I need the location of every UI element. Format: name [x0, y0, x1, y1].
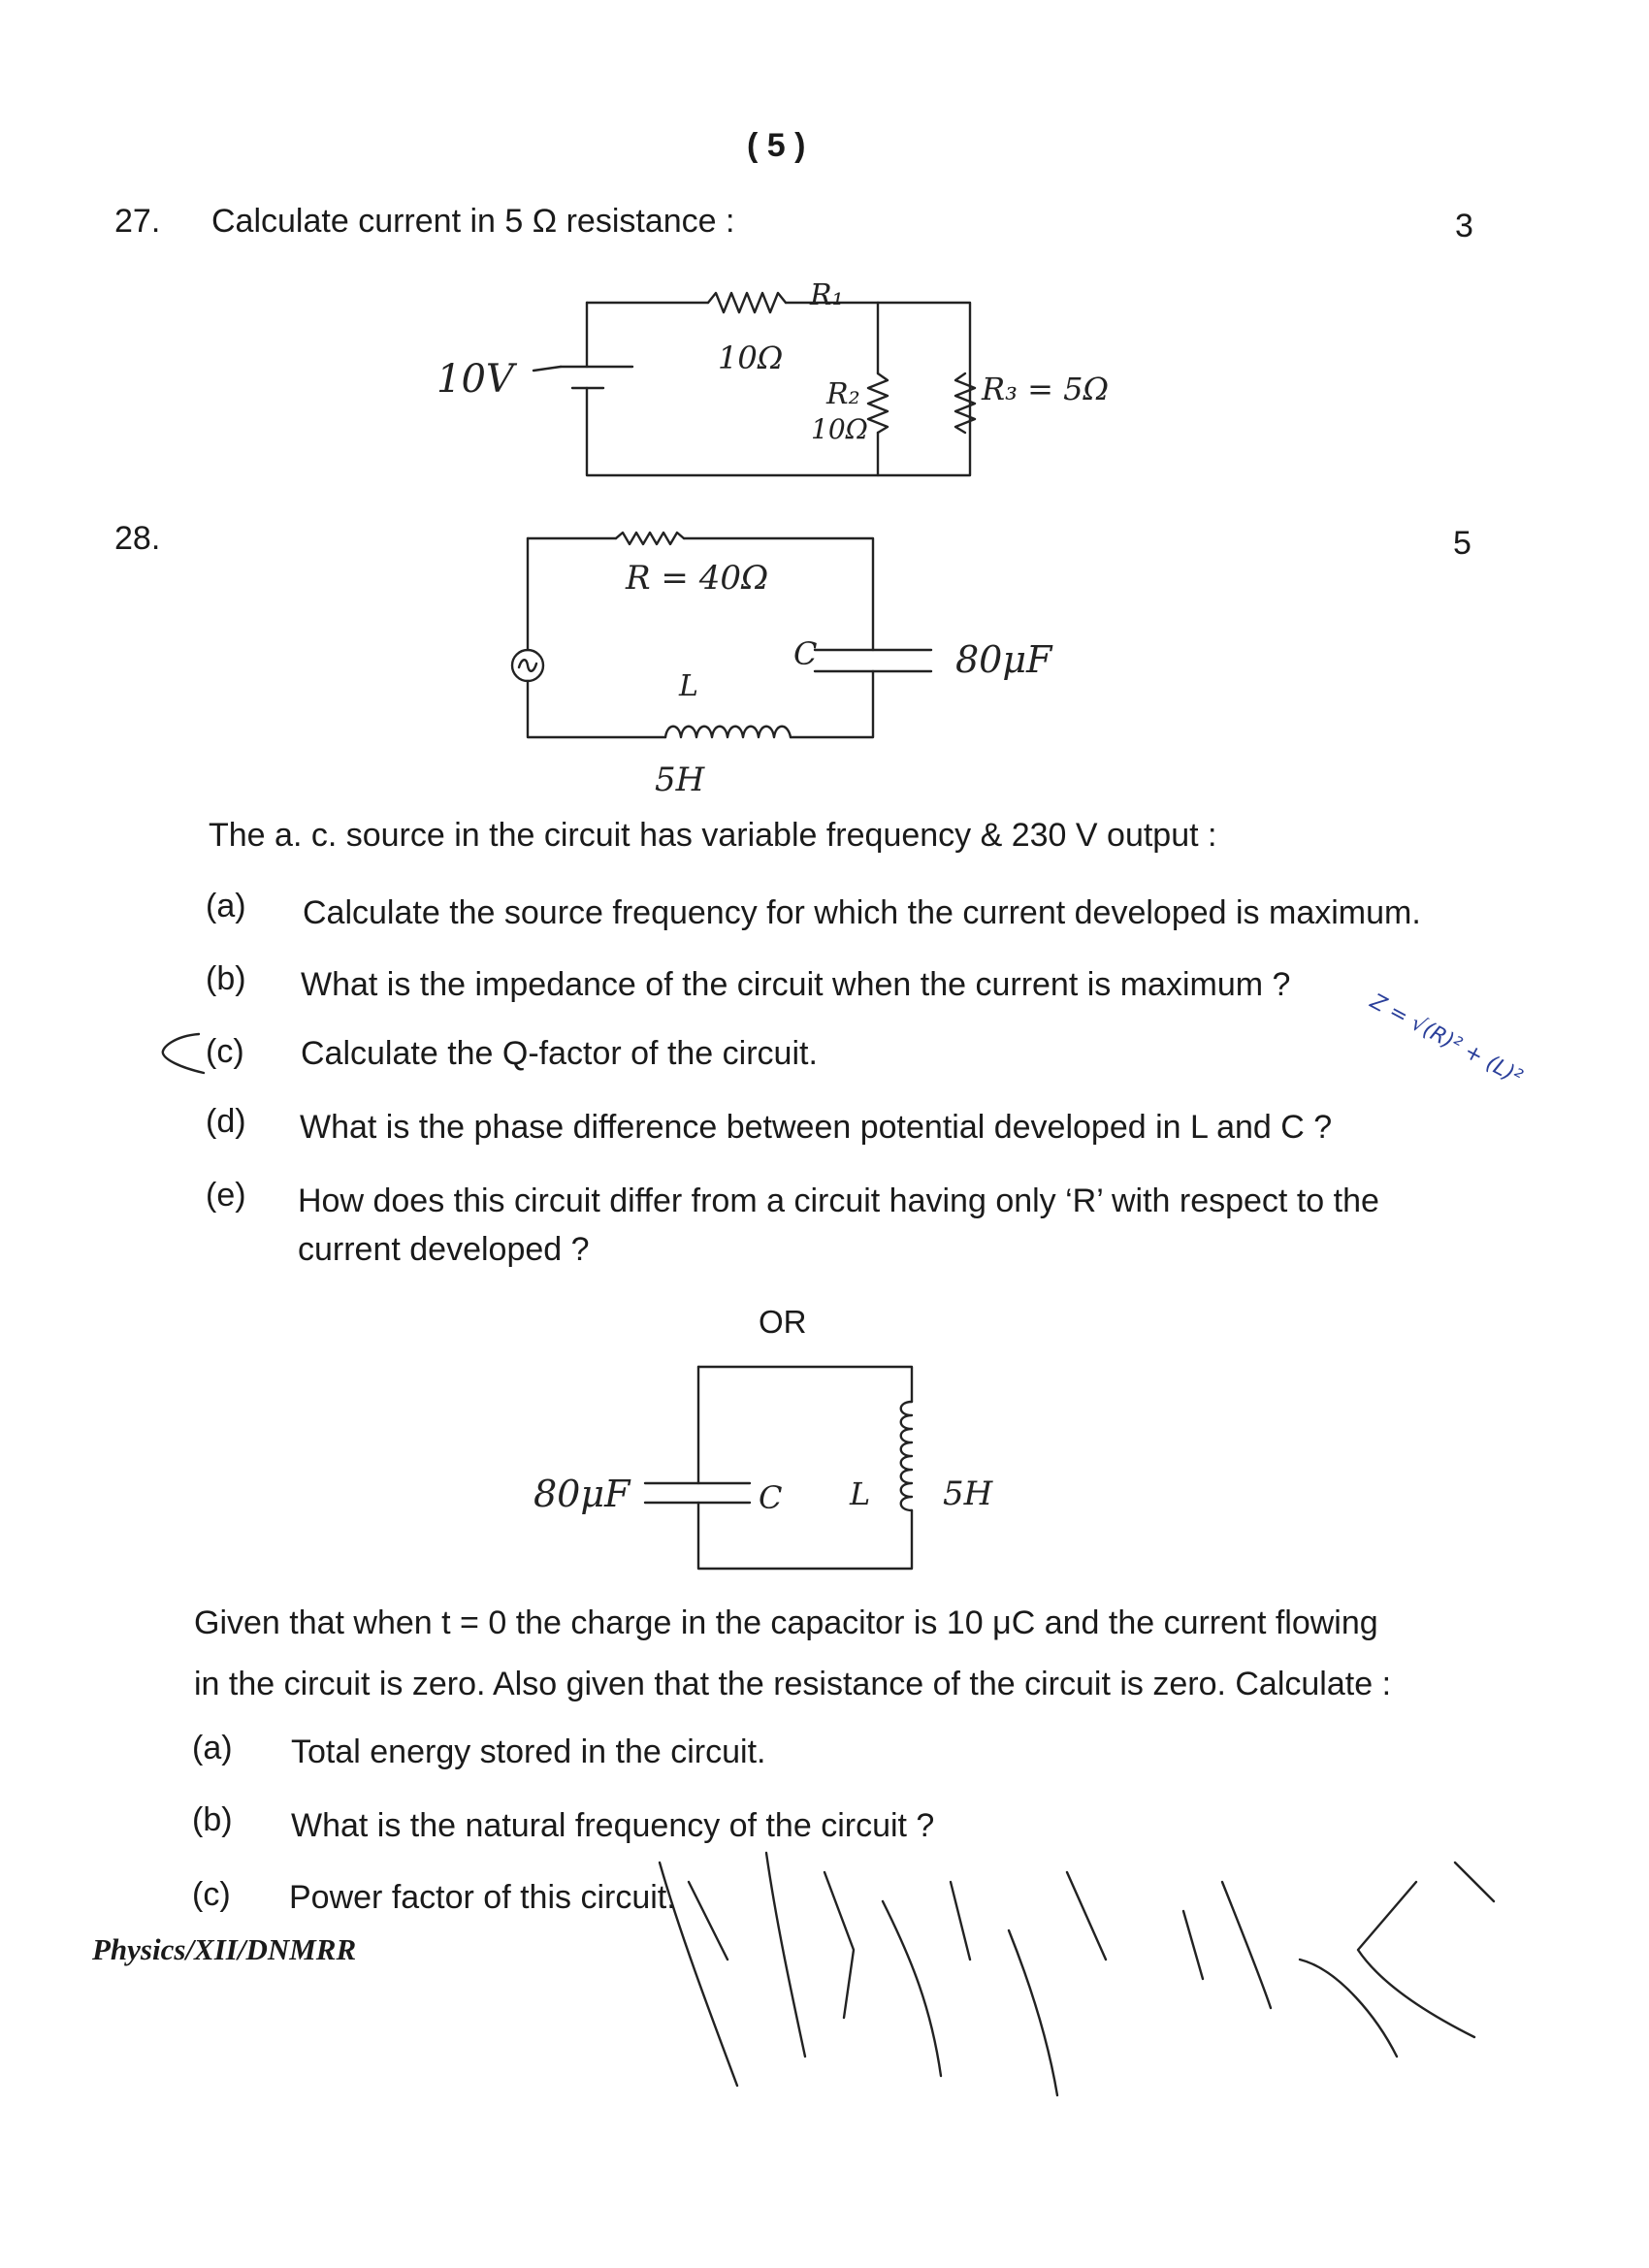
q28-or-intro-line2: in the circuit is zero. Also given that the resistance of the circuit is zero. Calculate :	[194, 1666, 1392, 1702]
source-lead	[534, 367, 561, 371]
source-label: 10V	[436, 357, 514, 402]
q28-part-c-label: (c)	[206, 1033, 244, 1070]
q28-part-b-label: (b)	[206, 960, 246, 997]
pen-scribbles	[621, 1843, 1533, 2115]
r2-value: 10Ω	[811, 413, 868, 445]
q27-circuit-diagram	[427, 278, 1164, 495]
inductor-value: 5H	[655, 761, 705, 799]
q28-or-part-b-text: What is the natural frequency of the circuit ?	[291, 1807, 935, 1844]
capacitor-name: C	[759, 1479, 783, 1516]
q28-part-a-text: Calculate the source frequency for which the current developed is maximum.	[303, 894, 1421, 931]
wire	[698, 1367, 912, 1402]
capacitor-value: 80μF	[955, 638, 1052, 681]
q28-part-a-label: (a)	[206, 888, 246, 924]
inductor-value: 5H	[943, 1474, 993, 1513]
r1-name: R₁	[810, 278, 844, 312]
q28-or-part-c-label: (c)	[192, 1876, 231, 1913]
q28-part-c-text: Calculate the Q-factor of the circuit.	[301, 1035, 818, 1072]
r2-name: R₂	[826, 377, 860, 411]
question-28-marks: 5	[1453, 525, 1471, 562]
wire	[528, 681, 665, 737]
r3-label: R₃ = 5Ω	[982, 371, 1109, 407]
footer-paper-code: Physics/XII/DNMRR	[92, 1932, 357, 1966]
wire	[698, 1503, 912, 1569]
question-28-number: 28.	[114, 520, 161, 557]
q28-or-circuit-diagram	[524, 1353, 1028, 1586]
r3-resistor	[955, 373, 975, 433]
q28-or-part-c-text: Power factor of this circuit.	[289, 1879, 676, 1916]
q28-circuit-diagram	[495, 529, 1096, 800]
ac-source-wave	[519, 660, 536, 671]
q28-part-d-text: What is the phase difference between potential developed in L and C ?	[300, 1109, 1333, 1146]
q28-or-intro-line1: Given that when t = 0 the charge in the capacitor is 10 μC and the current flowing	[194, 1604, 1378, 1641]
handwritten-impedance-note: Z = √(R)² + (L)²	[1366, 989, 1527, 1090]
q28-part-b-text: What is the impedance of the circuit when the current is maximum ?	[301, 966, 1291, 1003]
wire	[791, 671, 873, 737]
q28-part-e-text-continued: current developed ?	[298, 1231, 590, 1268]
r1-resistor	[708, 293, 786, 312]
question-27-text: Calculate current in 5 Ω resistance :	[211, 203, 735, 240]
q28-or-part-b-label: (b)	[192, 1801, 233, 1838]
resistor	[616, 533, 684, 544]
inductor-name: L	[850, 1475, 871, 1512]
or-separator: OR	[759, 1304, 807, 1340]
q28-or-part-a-label: (a)	[192, 1730, 233, 1766]
wire	[587, 303, 970, 475]
q28-part-d-label: (d)	[206, 1103, 246, 1140]
resistor-label: R = 40Ω	[626, 559, 769, 598]
question-27-marks: 3	[1455, 208, 1473, 244]
q28-part-e-text: How does this circuit differ from a circuit having only ‘R’ with respect to the	[298, 1183, 1379, 1219]
r1-value: 10Ω	[718, 340, 784, 376]
inductor-name: L	[679, 669, 698, 703]
inductor-coil	[901, 1402, 912, 1510]
q28-intro: The a. c. source in the circuit has variable frequency & 230 V output :	[209, 817, 1217, 854]
page-number: ( 5 )	[747, 127, 806, 164]
inductor-coil	[665, 727, 791, 737]
r2-resistor	[868, 373, 888, 433]
pen-bracket-mark	[155, 1028, 213, 1077]
capacitor-name: C	[793, 635, 818, 672]
question-27-number: 27.	[114, 203, 161, 240]
capacitor-value: 80μF	[534, 1473, 630, 1515]
q28-part-e-label: (e)	[206, 1177, 246, 1214]
q28-or-part-a-text: Total energy stored in the circuit.	[291, 1733, 766, 1770]
